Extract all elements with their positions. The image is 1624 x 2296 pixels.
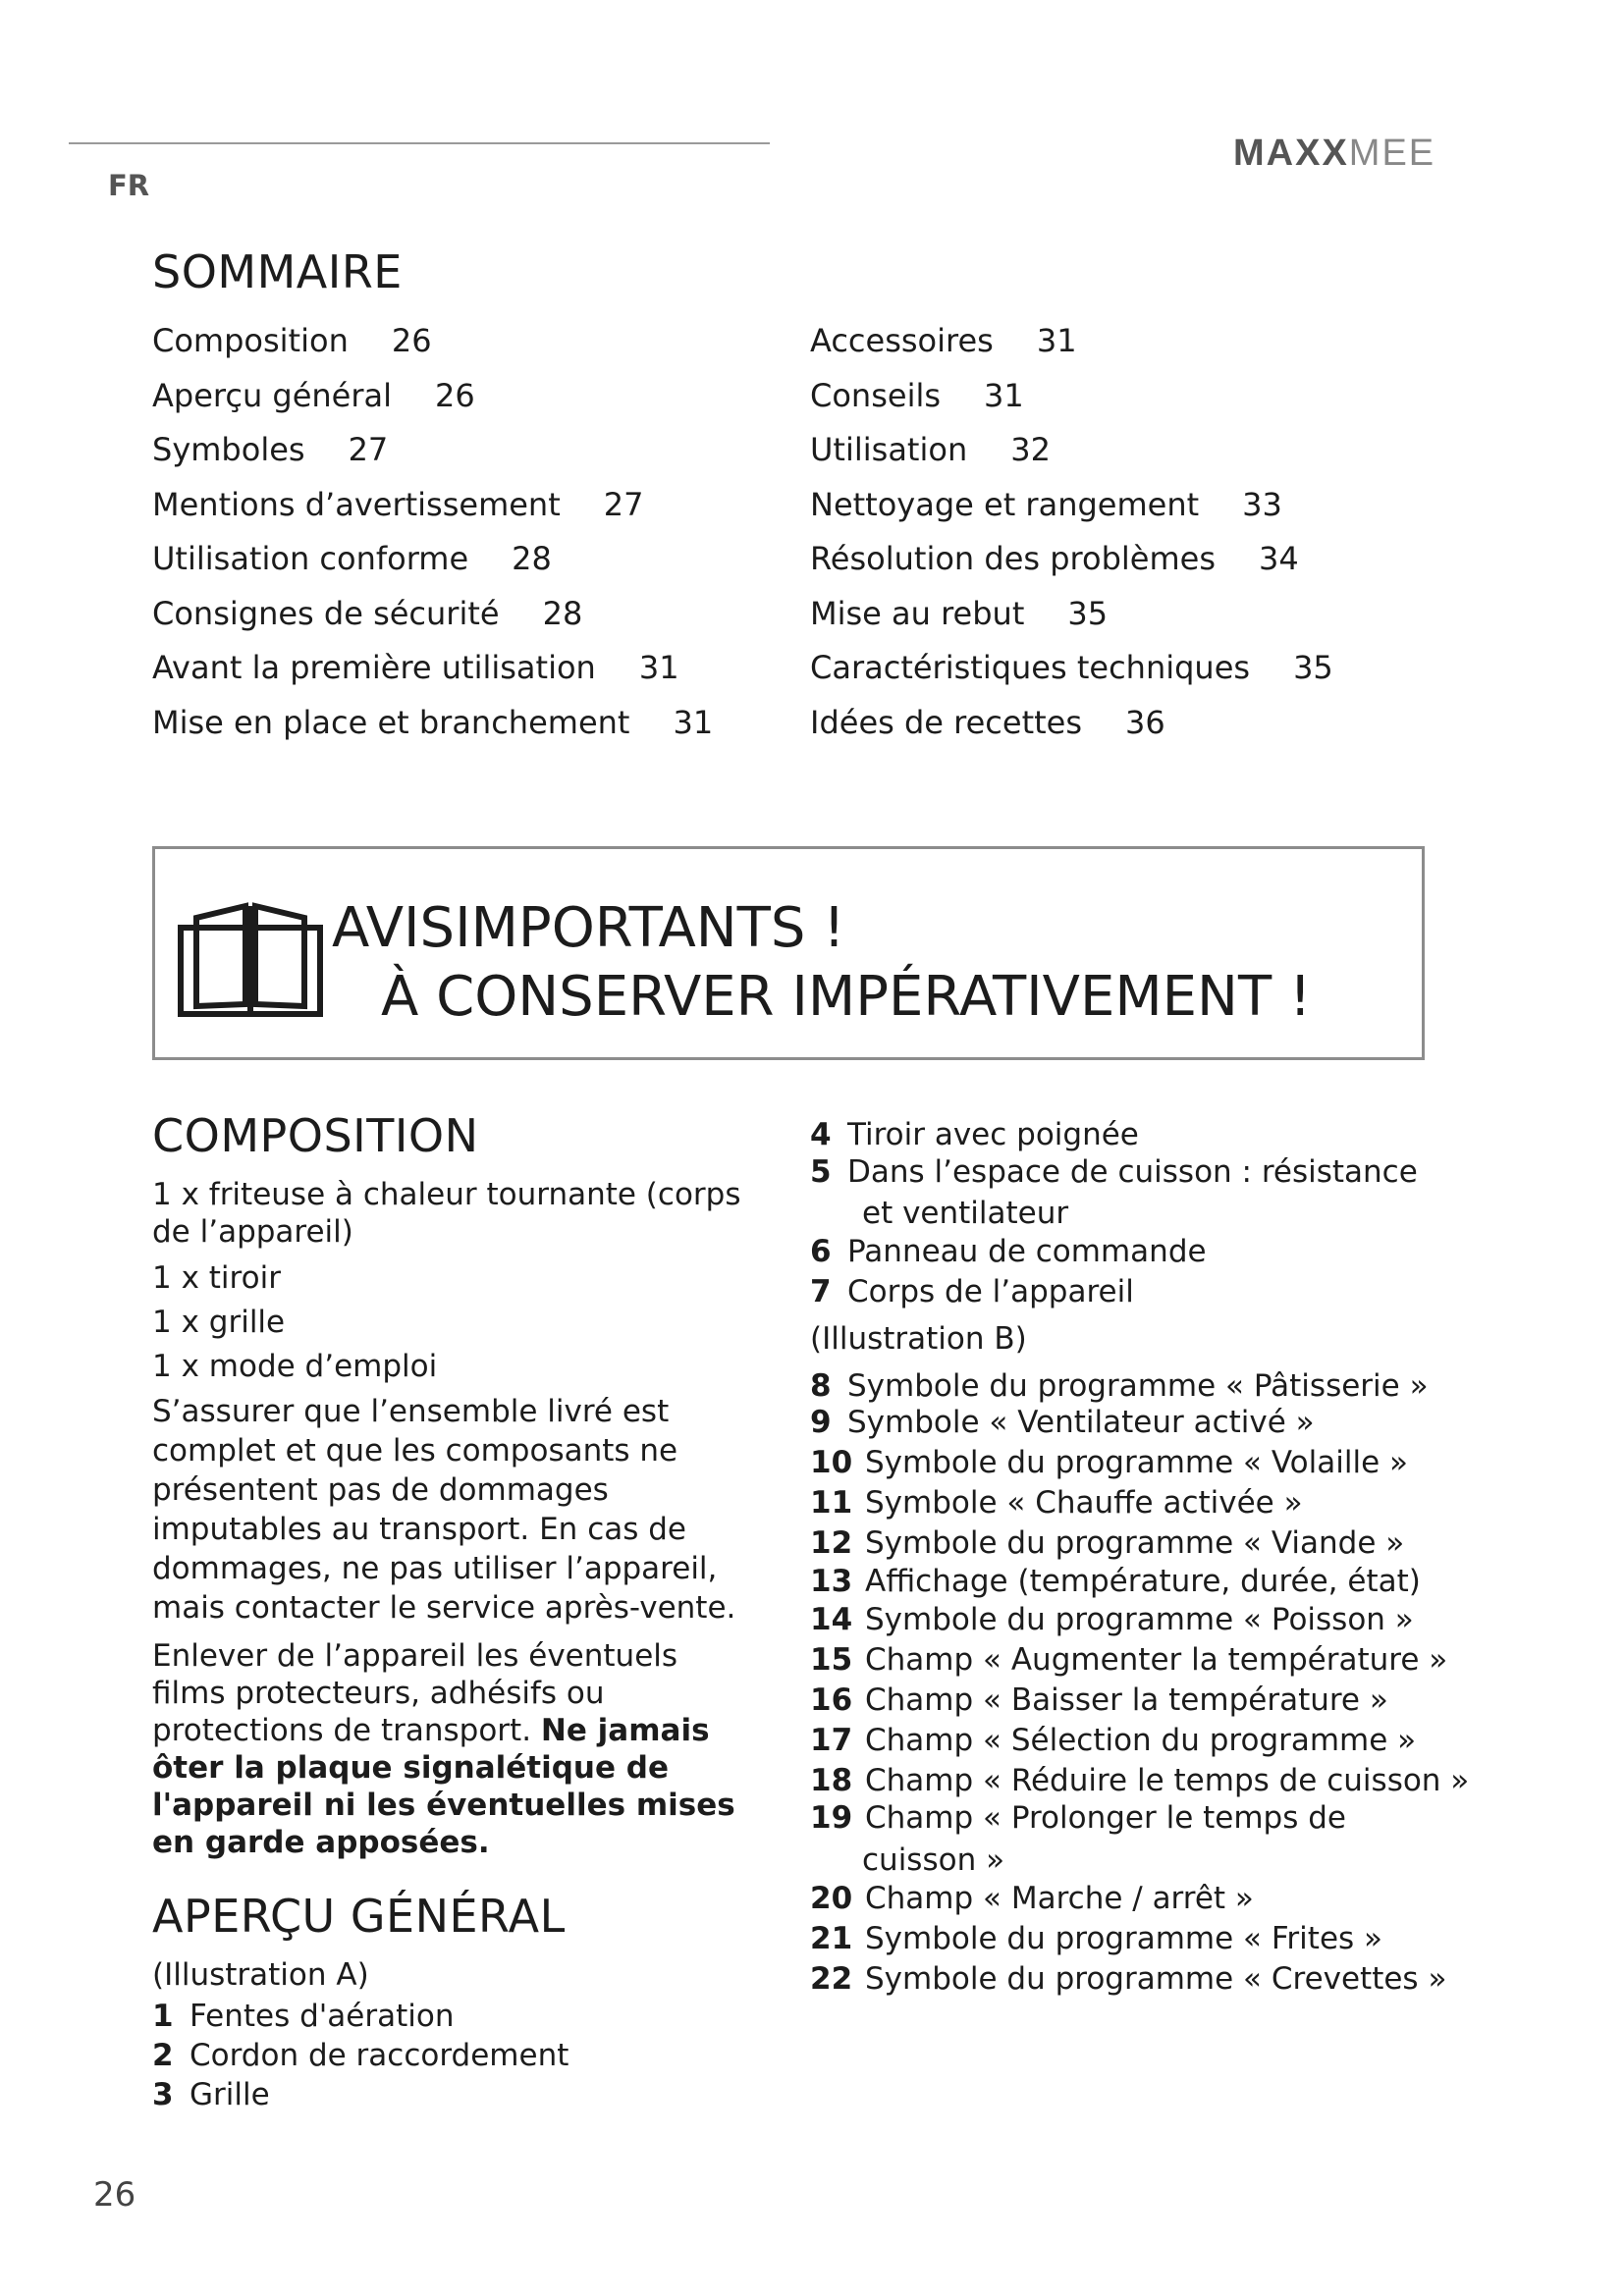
list-item: [810, 1800, 1346, 1836]
item-number: 4: [810, 1117, 832, 1152]
list-item: [810, 1405, 1315, 1440]
item-text: Dans l’espace de cuisson : résistance: [847, 1154, 1418, 1190]
remove-protections-text: Enlever de l’appareil les éventuels films protecteurs, adhésifs ou protections de transport.: [152, 1638, 678, 1748]
list-item: [810, 1368, 1429, 1404]
item-number: 20: [810, 1881, 853, 1916]
item-number: 11: [810, 1485, 853, 1521]
toc-entry-page: 31: [673, 703, 714, 741]
toc-entry-label: Mentions d’avertissement: [152, 485, 561, 523]
item-text: Fentes d'aération: [189, 1999, 455, 2034]
toc-entry-label: Avant la première utilisation: [152, 649, 596, 686]
notice-line-2: À CONSERVER IMPÉRATIVEMENT !: [381, 965, 1312, 1029]
list-item: [810, 1961, 1446, 1997]
item-number: 3: [152, 2077, 174, 2112]
item-number: 9: [810, 1405, 832, 1440]
item-text: Symbole du programme « Frites »: [865, 1921, 1382, 1956]
list-item: [810, 1682, 1388, 1718]
composition-item: 1 x tiroir: [152, 1260, 281, 1296]
item-number: 10: [810, 1445, 853, 1480]
toc-entry-page: 36: [1125, 703, 1165, 741]
list-item-continuation: cuisson »: [862, 1842, 1005, 1878]
composition-item: 1 x grille: [152, 1305, 286, 1340]
composition-item: 1 x friteuse à chaleur tournante (corps de l’appareil): [152, 1177, 741, 1250]
toc-entry: [810, 532, 1333, 587]
toc-entry-label: Consignes de sécurité: [152, 594, 500, 632]
item-text: Corps de l’appareil: [847, 1274, 1134, 1309]
notice-line-1: AVISIMPORTANTS !: [332, 896, 845, 960]
toc-entry-page: 26: [435, 376, 475, 414]
toc-entry: [810, 423, 1333, 478]
toc-entry: [152, 696, 713, 751]
toc-entry: [810, 478, 1333, 533]
list-item-continuation: et ventilateur: [862, 1196, 1069, 1231]
list-item: [810, 1564, 1421, 1599]
item-number: 16: [810, 1682, 853, 1718]
composition-title: COMPOSITION: [152, 1109, 479, 1162]
toc-entry-label: Résolution des problèmes: [810, 540, 1216, 577]
illustration-a-label: (Illustration A): [152, 1957, 369, 1993]
item-number: 22: [810, 1961, 853, 1997]
toc-entry-label: Utilisation conforme: [152, 540, 469, 577]
list-item: [810, 1234, 1207, 1269]
item-number: 14: [810, 1602, 853, 1637]
list-item: [810, 1525, 1404, 1561]
toc-entry-label: Conseils: [810, 376, 942, 414]
toc-entry-label: Caractéristiques techniques: [810, 649, 1251, 686]
item-text: Symbole du programme « Poisson »: [865, 1602, 1414, 1637]
item-text: Symbole du programme « Viande »: [865, 1525, 1405, 1561]
toc-entry-label: Utilisation: [810, 431, 968, 468]
item-number: 19: [810, 1800, 853, 1836]
list-item: [810, 1154, 1418, 1190]
list-item: [810, 1881, 1254, 1916]
item-number: 6: [810, 1234, 832, 1269]
toc-entry-label: Accessoires: [810, 322, 994, 359]
toc-left-column: [152, 314, 713, 750]
header-rule: [69, 142, 770, 144]
item-number: 17: [810, 1723, 853, 1758]
composition-paragraph-remove: [152, 1637, 751, 1861]
toc-entry-page: 27: [603, 485, 644, 523]
list-item: [810, 1642, 1447, 1678]
toc-entry: [152, 423, 713, 478]
item-text: Symbole « Chauffe activée »: [865, 1485, 1303, 1521]
toc-right-column: [810, 314, 1333, 750]
logo-light-part: MEE: [1348, 133, 1436, 174]
book-icon: [177, 898, 324, 1020]
brand-logo: [1233, 133, 1435, 175]
item-number: 13: [810, 1564, 853, 1599]
toc-entry: [152, 478, 713, 533]
toc-entry-label: Idées de recettes: [810, 703, 1083, 741]
item-text: Affichage (température, durée, état): [865, 1564, 1421, 1599]
item-text: Symbole du programme « Volaille »: [865, 1445, 1408, 1480]
toc-entry-page: 32: [1010, 431, 1051, 468]
list-item: [810, 1723, 1416, 1758]
illustration-b-label: (Illustration B): [810, 1321, 1027, 1357]
item-text: Champ « Marche / arrêt »: [865, 1881, 1254, 1916]
toc-entry-page: 31: [1036, 322, 1077, 359]
toc-entry-label: Aperçu général: [152, 376, 393, 414]
item-number: 7: [810, 1274, 832, 1309]
list-item: [810, 1485, 1303, 1521]
item-text: Champ « Réduire le temps de cuisson »: [865, 1763, 1470, 1798]
toc-title: SOMMAIRE: [152, 245, 403, 298]
toc-entry: [152, 587, 713, 642]
toc-entry: [810, 641, 1333, 696]
toc-entry-page: 33: [1242, 485, 1282, 523]
item-number: 12: [810, 1525, 853, 1561]
item-text: Symbole du programme « Pâtisserie »: [847, 1368, 1429, 1404]
toc-entry: [810, 696, 1333, 751]
toc-entry: [152, 532, 713, 587]
toc-entry-page: 31: [984, 376, 1024, 414]
list-item: [152, 1999, 454, 2034]
list-item: [810, 1921, 1382, 1956]
toc-entry-label: Composition: [152, 322, 349, 359]
item-text: Cordon de raccordement: [189, 2038, 569, 2073]
overview-title: APERÇU GÉNÉRAL: [152, 1890, 566, 1943]
toc-entry: [810, 369, 1333, 424]
composition-item: 1 x mode d’emploi: [152, 1349, 438, 1384]
toc-entry-label: Nettoyage et rangement: [810, 485, 1200, 523]
list-item: [810, 1602, 1414, 1637]
toc-entry-page: 35: [1067, 594, 1109, 632]
item-number: 1: [152, 1999, 174, 2034]
toc-entry-page: 34: [1258, 540, 1299, 577]
toc-entry: [810, 314, 1333, 369]
toc-entry: [152, 641, 713, 696]
item-text: Grille: [189, 2077, 270, 2112]
toc-entry-label: Mise en place et branchement: [152, 703, 630, 741]
item-text: Tiroir avec poignée: [847, 1117, 1139, 1152]
important-notice-box: [152, 846, 1425, 1060]
page-number: 26: [93, 2175, 136, 2215]
toc-entry-label: Mise au rebut: [810, 594, 1025, 632]
list-item: [810, 1274, 1134, 1309]
toc-entry-page: 28: [542, 594, 583, 632]
composition-paragraph-check: S’assurer que l’ensemble livré est complet et que les composants ne présentent pas de dommages imputables au transport. En cas de dommages, ne pas utiliser l’appareil, mais contacter le service après-vente.: [152, 1394, 736, 1626]
list-item: [152, 2077, 270, 2112]
toc-entry-page: 31: [638, 649, 679, 686]
toc-entry-label: Symboles: [152, 431, 305, 468]
item-text: Champ « Augmenter la température »: [865, 1642, 1448, 1678]
list-item: [810, 1763, 1469, 1798]
item-text: Panneau de commande: [847, 1234, 1207, 1269]
item-number: 5: [810, 1154, 832, 1190]
item-number: 21: [810, 1921, 853, 1956]
item-number: 8: [810, 1368, 832, 1404]
toc-entry-page: 26: [391, 322, 432, 359]
toc-entry: [810, 587, 1333, 642]
list-item: [810, 1445, 1408, 1480]
item-number: 2: [152, 2038, 174, 2073]
language-label: FR: [108, 169, 150, 202]
item-text: Symbole « Ventilateur activé »: [847, 1405, 1315, 1440]
logo-bold-part: MAXX: [1233, 133, 1349, 174]
list-item: [152, 2038, 568, 2073]
item-text: Champ « Prolonger le temps de: [865, 1800, 1346, 1836]
toc-entry-page: 28: [512, 540, 552, 577]
toc-entry: [152, 369, 713, 424]
item-number: 15: [810, 1642, 853, 1678]
item-number: 18: [810, 1763, 853, 1798]
rating-plate-warning: Ne jamais ôter la plaque signalétique de l'appareil ni les éventuelles mises en garde apposées.: [152, 1713, 735, 1860]
item-text: Symbole du programme « Crevettes »: [865, 1961, 1447, 1997]
toc-entry-page: 35: [1293, 649, 1333, 686]
list-item: [810, 1117, 1139, 1152]
item-text: Champ « Sélection du programme »: [865, 1723, 1417, 1758]
toc-entry: [152, 314, 713, 369]
toc-entry-page: 27: [348, 431, 389, 468]
item-text: Champ « Baisser la température »: [865, 1682, 1388, 1718]
